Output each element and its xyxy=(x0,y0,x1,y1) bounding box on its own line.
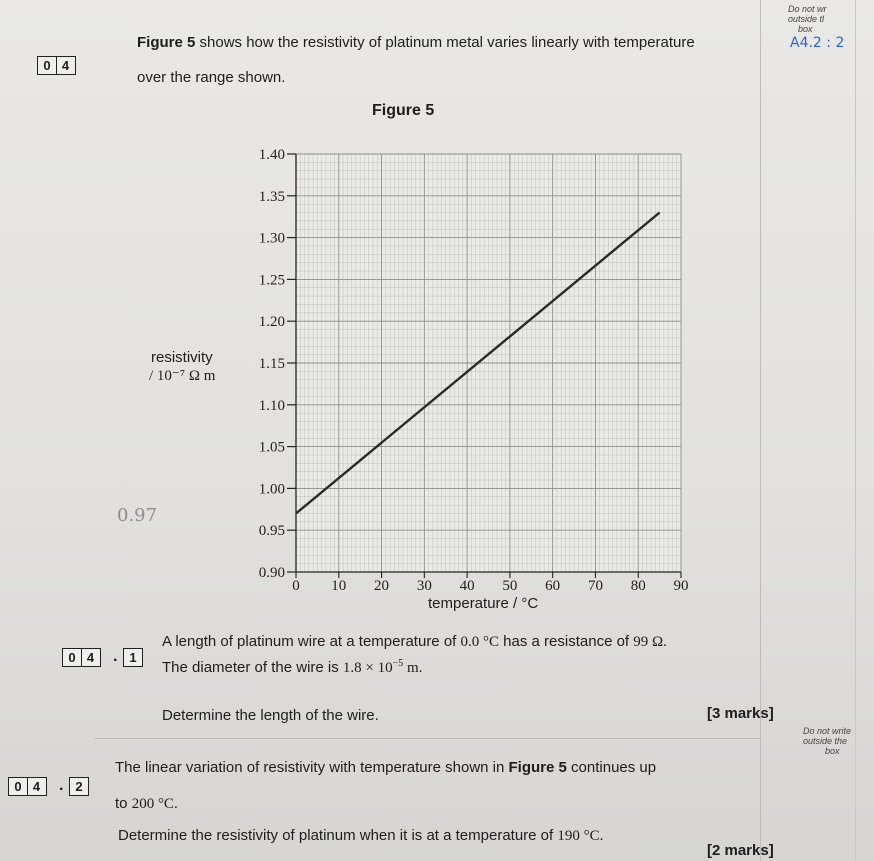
part1-line2 xyxy=(162,654,422,678)
part2-task xyxy=(118,826,603,846)
intro-text-line2: over the range shown. xyxy=(137,69,286,86)
y-tick-label: 0.90 xyxy=(258,565,285,581)
question-digit: 4 xyxy=(81,648,101,667)
diameter-unit: m. xyxy=(403,660,423,676)
diameter-exponent: −5 xyxy=(392,658,404,669)
y-tick-label: 0.95 xyxy=(258,523,285,540)
x-tick-label: 10 xyxy=(331,578,347,594)
y-axis-unit: / 10⁻⁷ Ω m xyxy=(149,368,216,384)
margin-note-line: box xyxy=(798,24,813,34)
y-tick-label: 1.30 xyxy=(258,230,285,247)
x-tick-label: 50 xyxy=(502,578,518,594)
divider-line xyxy=(95,738,760,739)
handwritten-margin-mark: A4.2 : 2 xyxy=(790,35,845,51)
x-tick-label: 60 xyxy=(545,578,561,594)
part2-sub-box xyxy=(69,777,88,796)
part1-marks: [3 marks] xyxy=(707,705,774,722)
margin-note-line: Do not write xyxy=(803,726,852,736)
y-tick-label: 1.05 xyxy=(258,439,285,456)
temperature-value: 200 °C. xyxy=(131,796,178,812)
part1-number-box xyxy=(62,648,99,667)
part1-task: Determine the length of the wire. xyxy=(162,707,379,724)
question-digit: 0 xyxy=(62,648,82,667)
y-tick-label: 1.15 xyxy=(258,356,285,372)
question-digit: 2 xyxy=(69,777,89,796)
question-digit: 4 xyxy=(27,777,47,796)
question-digit: 4 xyxy=(56,56,76,75)
question-digit: 0 xyxy=(37,56,57,75)
x-tick-label: 70 xyxy=(587,578,603,594)
intro-text: shows how the resistivity of platinum metal varies linearly with temperature xyxy=(195,34,695,51)
y-axis-label: resistivity xyxy=(151,349,213,366)
part2-line1 xyxy=(115,758,656,777)
x-tick-label: 30 xyxy=(416,578,432,594)
resistance-value: 99 Ω. xyxy=(633,634,667,650)
question-digit: 1 xyxy=(123,648,143,667)
figure-reference: Figure 5 xyxy=(137,34,196,51)
text-run: Determine the resistivity of platinum when it is at a temperature of xyxy=(118,827,558,844)
x-tick-label: 80 xyxy=(630,578,646,594)
y-tick-label: 1.40 xyxy=(258,147,285,163)
figure-title: Figure 5 xyxy=(372,102,435,119)
margin-note-line: outside tl xyxy=(788,14,825,24)
figure-reference: Figure 5 xyxy=(508,759,567,776)
margin-note-line: outside the xyxy=(803,736,848,746)
x-tick-label: 20 xyxy=(374,578,390,594)
y-tick-label: 1.00 xyxy=(258,481,285,498)
part-separator-dot: . xyxy=(113,648,118,665)
part2-marks: [2 marks] xyxy=(707,842,774,859)
part-separator-dot: . xyxy=(59,777,64,794)
question-digit: 0 xyxy=(8,777,28,796)
x-tick-label: 0 xyxy=(292,578,300,594)
part1-sub-box xyxy=(123,648,142,667)
part1-line1 xyxy=(162,632,667,652)
temperature-value: 190 °C. xyxy=(557,828,604,844)
part2-number-box xyxy=(8,777,45,796)
margin-note-middle xyxy=(803,726,851,756)
part2-line2 xyxy=(115,794,178,814)
margin-note-line: Do not wr xyxy=(788,4,827,14)
y-tick-label: 1.10 xyxy=(258,397,285,414)
text-run: continues up xyxy=(566,759,657,776)
text-run: A length of platinum wire at a temperature of xyxy=(162,633,461,650)
text-run: The diameter of the wire is xyxy=(162,659,343,676)
x-tick-label: 90 xyxy=(673,578,689,594)
y-tick-label: 1.35 xyxy=(258,188,285,205)
pencil-annotation: 0.97 xyxy=(117,505,158,526)
x-axis-label: temperature / °C xyxy=(428,595,539,612)
text-run: has a resistance of xyxy=(499,633,634,650)
diameter-value: 1.8 × 10 xyxy=(342,660,393,676)
margin-note-line: box xyxy=(825,746,840,756)
text-run: to xyxy=(115,795,132,812)
temperature-value: 0.0 °C xyxy=(460,634,500,650)
text-run: The linear variation of resistivity with temperature shown in xyxy=(115,759,509,776)
y-tick-label: 1.25 xyxy=(258,272,285,289)
y-tick-label: 1.20 xyxy=(258,314,285,331)
x-tick-label: 40 xyxy=(459,578,475,594)
